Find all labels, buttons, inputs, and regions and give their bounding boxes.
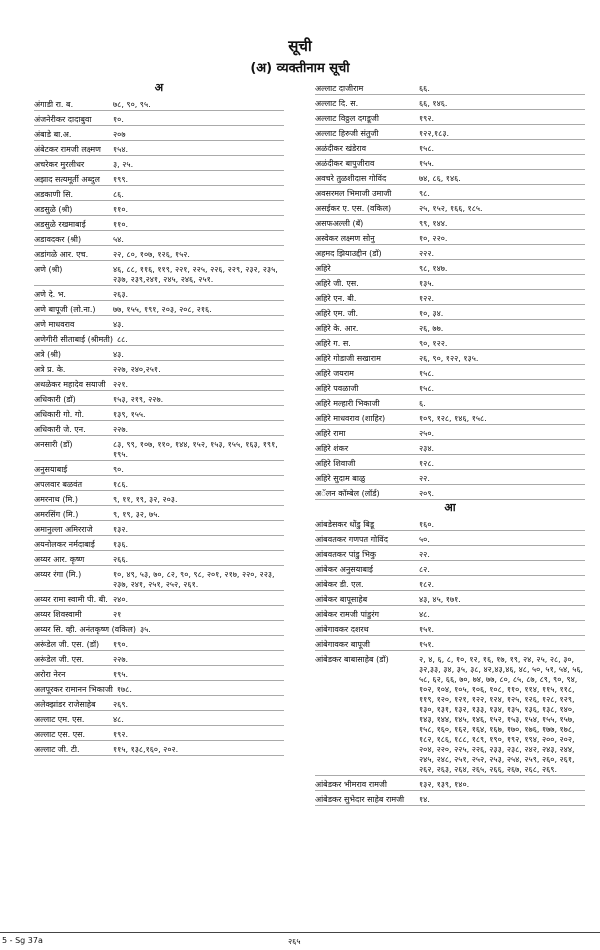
index-entry	[34, 696, 284, 711]
entry-name: अहिरे ग. स.	[315, 339, 351, 348]
entry-name: अंबेटकर रामजी लक्ष्मण	[34, 145, 101, 154]
entry-name: अलेक्झांडर राजेसाहेब	[34, 700, 96, 709]
index-entry	[315, 531, 585, 546]
index-entry	[34, 96, 284, 111]
entry-name: अॅलन कॉम्बेल (लॉर्ड)	[315, 489, 380, 498]
entry-pages: २६, ७७.	[419, 324, 444, 333]
entry-name: अल्लाट एम. एस.	[34, 715, 85, 724]
entry-name: अमानुल्ला अमिरराजे	[34, 525, 93, 534]
entry-name: आंबेडकर भीमराव रामजी	[315, 780, 387, 789]
entry-pages: १२२.	[419, 294, 435, 303]
index-entry	[315, 275, 585, 290]
entry-name: अडांगळे आर. एच.	[34, 250, 89, 259]
entry-pages: १२८.	[419, 459, 435, 468]
entry-pages: २२, ८०, १०७, १२६, १५२.	[113, 250, 190, 259]
entry-pages: १४.	[419, 795, 430, 804]
index-entry	[34, 726, 284, 741]
entry-pages: १३९, १५५.	[113, 410, 146, 419]
index-entry	[34, 246, 284, 261]
entry-name: अवचरे तुळशीदास गोविंद	[315, 174, 387, 183]
index-entry	[34, 476, 284, 491]
page-number: २६५	[288, 937, 301, 946]
entry-name: अरोरा नेरन	[34, 670, 66, 679]
index-entry	[315, 80, 585, 95]
index-entry	[315, 155, 585, 170]
entry-pages: ९९, १४४.	[419, 219, 448, 228]
entry-pages: ६६, १४६.	[419, 99, 448, 108]
entry-pages: ९०, १२२.	[419, 339, 448, 348]
index-entry	[315, 215, 585, 230]
entry-name: अहिरे एन. बी.	[315, 294, 357, 303]
index-entry	[34, 301, 284, 316]
index-entry	[315, 245, 585, 260]
entry-pages: ७८, ९०, ९५.	[113, 100, 151, 109]
entry-pages: ९८.	[419, 189, 430, 198]
entry-pages: १५१.	[419, 625, 435, 634]
entry-pages: १३२, १३९, १४०.	[419, 780, 470, 789]
index-entry	[34, 636, 284, 651]
entry-name: अल्लाट दाजीराम	[315, 84, 364, 93]
index-entry	[34, 551, 284, 566]
entry-pages: १५८.	[419, 144, 435, 153]
entry-pages: ४३.	[113, 320, 124, 329]
entry-name: अनसारी (डॉ)	[34, 440, 73, 449]
entry-name: अणेगीरी सीताबाई (श्रीमती)	[34, 335, 113, 344]
index-entry	[315, 185, 585, 200]
index-entry	[34, 391, 284, 406]
entry-name: अडसुळे रखमाबाई	[34, 220, 86, 229]
index-entry	[315, 170, 585, 185]
entry-name: आंबेकर डी. एल.	[315, 580, 364, 589]
index-entry	[34, 591, 284, 606]
index-entry	[315, 776, 585, 791]
entry-name: अहिरे माधवराव (शाहिर)	[315, 414, 386, 423]
index-entry	[34, 606, 284, 621]
entry-pages: १६०.	[419, 520, 435, 529]
index-entry	[34, 171, 284, 186]
index-entry	[315, 335, 585, 350]
entry-pages: २, ४, ६, ८, १०, १२, १६, १७, १९, २४, २५, २८, ३०, ३२,३३, ३४, ३५, ३८, ४२,४३,४६, ४८, ५०, ५१, ५४, ५६, ५८, ६२, ६६, ७०, ७४, ७७, ८०, ८५, ८७, ८९, ९०, ९४, १०२, १०४, १०५, १०६, १०८, ११०, ११४, ११५, ११८, ११९, १२०, १२१, १२२, १२४, १२५, १२६, १२८, १२९, १३०, १३१, १३२, १३३, १३४, १३५, १३६, १३८, १४०, १४३, १४४, १४५, १४६, १५२, १५३, १५४, १५५, १५७, १५८, १६०, १६२, १६४, १६७, १७०, १७६, १७७, १७८, १८२, १८६, १८८, १८९, १९०, १९२, १९४, २००, २०२, २०४, २२०, २२५, २२६, २३३, २३८, २४२, २४३, २४४, २४५, २४८, २५१, २५२, २५३, २५४, २५९, २६०, २६१, २६२, २६३, २६४, २६५, २६६, २६७, २६८, २६९.	[419, 655, 584, 774]
index-entry	[315, 350, 585, 365]
index-entry	[315, 455, 585, 470]
entry-pages: १५१.	[419, 640, 435, 649]
page-title: सूची	[288, 37, 312, 55]
index-entry	[315, 320, 585, 335]
entry-name: अत्रे (श्री)	[34, 350, 62, 359]
index-entry	[34, 111, 284, 126]
index-entry	[315, 440, 585, 455]
entry-name: अणे माधवराव	[34, 320, 75, 329]
entry-pages: २२७, २४०,२५१.	[113, 365, 161, 374]
entry-pages: १०, ४९, ५३, ७०, ८२, ९०, ९८, २०१, २१७, २२०, २२३, २३७, २४१, २५१, २५२, २६१.	[113, 570, 275, 589]
index-entry	[315, 516, 585, 531]
entry-name: अरूंडेल जी. एस.	[34, 655, 85, 664]
entry-name: अपलवार बळवंत	[34, 480, 83, 489]
entry-pages: १५४.	[113, 145, 129, 154]
entry-name: अहिरे के. आर.	[315, 324, 359, 333]
entry-pages: १५५.	[419, 159, 435, 168]
index-entry	[315, 380, 585, 395]
entry-pages: ७७, १५५, १९१, २०३, २०८, २१६.	[113, 305, 212, 314]
entry-name: अवसरमल भिमाजी उमाजी	[315, 189, 392, 198]
entry-name: अणे (श्री)	[34, 265, 63, 274]
section-heading-aa: आ	[444, 501, 456, 514]
entry-name: आंबेकर बापूसाहेब	[315, 595, 368, 604]
entry-pages: १३६.	[113, 540, 129, 549]
entry-pages: २२.	[419, 474, 430, 483]
entry-pages: १९५.	[113, 670, 129, 679]
entry-name: अल्लाट विठ्ठल दगडूजी	[315, 114, 379, 123]
entry-name: अहिरे शिवाजी	[315, 459, 356, 468]
entry-pages: १०९, १२८, १४६, १५८.	[419, 414, 487, 423]
entry-pages: ९०.	[113, 465, 124, 474]
entry-name: अणे बापूजी (लो.ना.)	[34, 305, 96, 314]
index-entry	[315, 290, 585, 305]
entry-name: अळंदीकर खंडेराव	[315, 144, 367, 153]
entry-pages: १०, ३४.	[419, 309, 444, 318]
entry-name: अहिरे शंकर	[315, 444, 349, 453]
entry-pages: १९२.	[113, 730, 129, 739]
entry-pages: २६३.	[113, 290, 129, 299]
entry-name: अल्लाट जी. टी.	[34, 745, 80, 754]
entry-name: अडावदकर (श्री)	[34, 235, 82, 244]
entry-name: अहिरे सुदाम बाळु	[315, 474, 366, 483]
entry-name: अचरेकर मुरलीधर	[34, 160, 85, 169]
index-entry	[315, 636, 585, 651]
entry-name: अय्यर आर. कृष्ण	[34, 555, 85, 564]
entry-name: अहमद झियाउद्दीन (डॉ)	[315, 249, 382, 258]
entry-pages: ६६.	[419, 84, 430, 93]
index-entry	[315, 200, 585, 215]
entry-name: अथळेकर महादेव सयाजी	[34, 380, 106, 389]
index-entry	[315, 561, 585, 576]
index-entry	[34, 316, 284, 331]
entry-pages: १५८.	[419, 369, 435, 378]
index-entry	[34, 506, 284, 521]
entry-pages: ८६.	[113, 190, 124, 199]
index-entry	[34, 461, 284, 476]
entry-name: आंबेडकर बाबासाहेब (डॉ)	[315, 655, 389, 664]
entry-name: अय्यर शिवस्वामी	[34, 610, 82, 619]
entry-name: अधिकारी (डॉ)	[34, 395, 76, 404]
entry-pages: ८३, ९९, १०७, ११०, १४४, १५२, १५३, १५५, १६३, १९१, १९५.	[113, 440, 278, 459]
entry-pages: १९०.	[113, 640, 129, 649]
index-entry	[34, 141, 284, 156]
entry-name: अहिरे एम. जी.	[315, 309, 359, 318]
entry-name: अरूंडेल जी. एस. (डॉ)	[34, 640, 100, 649]
index-entry	[315, 260, 585, 275]
index-entry	[34, 491, 284, 506]
entry-pages: २५, १५२, १६६, १८५.	[419, 204, 483, 213]
index-entry	[315, 110, 585, 125]
entry-name: अलपूरकर रामानन भिकाजी	[34, 685, 113, 694]
footer-rule	[0, 932, 600, 933]
entry-pages: १५३, २१९, २२७.	[113, 395, 164, 404]
index-entry	[315, 410, 585, 425]
index-column-right	[315, 80, 585, 806]
entry-pages: ७४, ८६, १४६.	[419, 174, 461, 183]
page-subtitle: (अ) व्यक्तीनाम सूची	[250, 61, 350, 76]
print-mark: 5 - Sg 37a	[2, 936, 43, 945]
entry-name: अय्यर रंगा (मि.)	[34, 570, 82, 579]
entry-name: अमरसिंग (मि.)	[34, 510, 79, 519]
entry-pages: १२२,१८३.	[419, 129, 450, 138]
entry-pages: २४०.	[113, 595, 129, 604]
entry-pages: १३५.	[419, 279, 435, 288]
entry-pages: ५४.	[113, 235, 124, 244]
entry-name: अहिरे जयराम	[315, 369, 354, 378]
entry-pages: २१	[113, 610, 122, 619]
entry-pages: २६, ९०, १२२, १३५.	[419, 354, 479, 363]
index-entry	[315, 305, 585, 320]
entry-pages: ११५, १३८,१६०, २०२.	[113, 745, 179, 754]
entry-pages: १३२.	[113, 525, 129, 534]
entry-pages: ६.	[419, 399, 426, 408]
entry-name: आंबेगावकर दशरथ	[315, 625, 369, 634]
entry-name: आंबेडकर सुभेदार साहेब रामजी	[315, 795, 405, 804]
index-entry	[34, 536, 284, 551]
index-entry	[315, 621, 585, 636]
entry-name: अत्रे प्र. के.	[34, 365, 66, 374]
index-entry	[34, 651, 284, 666]
entry-pages: २६९.	[113, 700, 129, 709]
entry-pages: १५८.	[419, 384, 435, 393]
entry-name: अनुसयाबाई	[34, 465, 68, 474]
index-entry	[315, 425, 585, 440]
entry-pages: ११०.	[113, 205, 129, 214]
entry-name: अमरनाथ (मि.)	[34, 495, 78, 504]
entry-name: अहिरे	[315, 264, 331, 273]
index-list-right	[315, 80, 585, 500]
index-entry	[34, 186, 284, 201]
entry-name: अल्लाट हिरुजी संतुजी	[315, 129, 379, 138]
entry-pages: २२७.	[113, 425, 129, 434]
entry-pages: ९८, १४७.	[419, 264, 448, 273]
index-entry	[315, 365, 585, 380]
entry-pages: २२७.	[113, 655, 129, 664]
entry-pages: १९२.	[419, 114, 435, 123]
entry-name: अस्वेकर लक्ष्मण सोनु	[315, 234, 375, 243]
entry-name: अहिरे मल्हारी भिकाजी	[315, 399, 380, 408]
index-entry	[315, 395, 585, 410]
entry-name: आंबवतकर गणपत गोविंद	[315, 535, 388, 544]
index-entry	[34, 201, 284, 216]
index-list-right-aa	[315, 516, 585, 806]
entry-name: अय्यर रामा स्वामी पी. बी.	[34, 595, 108, 604]
entry-name: अल्लाट दि. स.	[315, 99, 359, 108]
entry-name: आंबेगावकर बापूजी	[315, 640, 370, 649]
index-entry	[315, 485, 585, 500]
entry-pages: २३४.	[419, 444, 435, 453]
section-heading-a: अ	[154, 81, 164, 94]
entry-pages: २२.	[419, 550, 430, 559]
entry-pages: १०, २२०.	[419, 234, 448, 243]
entry-pages: २६६.	[113, 555, 129, 564]
entry-pages: २५०.	[419, 429, 435, 438]
entry-name: असफअल्ली (बॅ)	[315, 219, 364, 228]
entry-name: अंजनेरीकर दादाबुवा	[34, 115, 92, 124]
entry-name: अय्यर सि. व्ही. अनंतकृष्ण (वकिल)	[34, 625, 136, 634]
entry-pages: ८८.	[116, 335, 128, 344]
index-entry	[34, 436, 284, 461]
index-list-left	[34, 96, 284, 756]
index-entry	[315, 546, 585, 561]
index-entry	[315, 651, 585, 776]
index-entry	[315, 95, 585, 110]
entry-pages: १०.	[113, 115, 124, 124]
entry-pages: ४३, ४५, १७१.	[419, 595, 461, 604]
entry-pages: ४६, ८८, ११६, ११९, २२१, २२५, २२६, २२९, २३२, २३५, २३७, २३९,२४१, २४५, २४६, २५१.	[113, 265, 278, 284]
entry-pages: ८२.	[419, 565, 430, 574]
index-entry	[315, 140, 585, 155]
entry-name: आंबडेसकर धोंडु बिडू	[315, 520, 375, 529]
index-entry	[34, 261, 284, 286]
entry-name: आंबेकर अनुसयाबाई	[315, 565, 373, 574]
index-entry	[315, 791, 585, 806]
entry-name: अहिरे रामा	[315, 429, 346, 438]
index-entry	[34, 711, 284, 726]
entry-pages: १८२.	[419, 580, 435, 589]
entry-name: अहिरे जी. एस.	[315, 279, 359, 288]
index-entry	[34, 741, 284, 756]
entry-pages: ५०.	[419, 535, 430, 544]
entry-pages: ३, २५.	[113, 160, 134, 169]
index-entry	[34, 286, 284, 301]
entry-name: अझाद सत्यमूर्ती अब्दुल	[34, 175, 100, 184]
entry-pages: १९९.	[113, 175, 129, 184]
index-entry	[34, 566, 284, 591]
index-entry	[315, 230, 585, 245]
index-entry	[315, 125, 585, 140]
entry-name: आंबेकर रामजी पांडुरंग	[315, 610, 380, 619]
index-entry	[34, 521, 284, 536]
entry-pages: ९, ११, १९, ३२, २०३.	[113, 495, 178, 504]
index-entry	[34, 621, 284, 636]
entry-pages: २०९.	[419, 489, 435, 498]
index-entry	[34, 376, 284, 391]
index-entry	[34, 231, 284, 246]
entry-pages: १७८.	[116, 685, 132, 694]
entry-name: अहिरे गोडाजी सखाराम	[315, 354, 381, 363]
index-entry	[34, 126, 284, 141]
index-entry	[315, 576, 585, 591]
index-entry	[34, 346, 284, 361]
entry-name: अडसुळे (श्री)	[34, 205, 73, 214]
index-column-left	[34, 80, 284, 756]
entry-pages: ४८.	[113, 715, 124, 724]
entry-name: अळंदीकर बापुजीराव	[315, 159, 375, 168]
entry-name: अडकाणी सि.	[34, 190, 74, 199]
entry-name: अयनोलकर नर्मदाबाई	[34, 540, 95, 549]
index-entry	[34, 361, 284, 376]
index-entry	[315, 470, 585, 485]
index-entry	[34, 681, 284, 696]
index-entry	[34, 421, 284, 436]
entry-pages: २२१.	[113, 380, 129, 389]
entry-name: अधिकारी जे. एन.	[34, 425, 86, 434]
index-entry	[34, 216, 284, 231]
entry-name: असईकर ए. एस. (वकिल)	[315, 204, 392, 213]
entry-pages: ३५.	[139, 625, 151, 634]
entry-name: अहिरे पवळाजी	[315, 384, 359, 393]
index-entry	[315, 591, 585, 606]
entry-pages: ९, १९, ३२, ७५.	[113, 510, 160, 519]
entry-pages: २२२.	[419, 249, 435, 258]
index-entry	[34, 666, 284, 681]
entry-pages: ४८.	[419, 610, 430, 619]
index-entry	[34, 331, 284, 346]
entry-pages: ४३.	[113, 350, 124, 359]
entry-name: अंबाडे बा.अ.	[34, 130, 72, 139]
entry-name: आंबवतकर पांडु भिकु	[315, 550, 376, 559]
index-entry	[34, 156, 284, 171]
entry-name: अणे दे. भ.	[34, 290, 66, 299]
entry-pages: ११०.	[113, 220, 129, 229]
entry-name: अंगाडी रा. ब.	[34, 100, 74, 109]
entry-pages: १८६.	[113, 480, 129, 489]
index-entry	[315, 606, 585, 621]
entry-name: अल्लाट एस. एस.	[34, 730, 86, 739]
index-entry	[34, 406, 284, 421]
entry-pages: २०७	[113, 130, 126, 139]
entry-name: अधिकारी गो. गो.	[34, 410, 84, 419]
